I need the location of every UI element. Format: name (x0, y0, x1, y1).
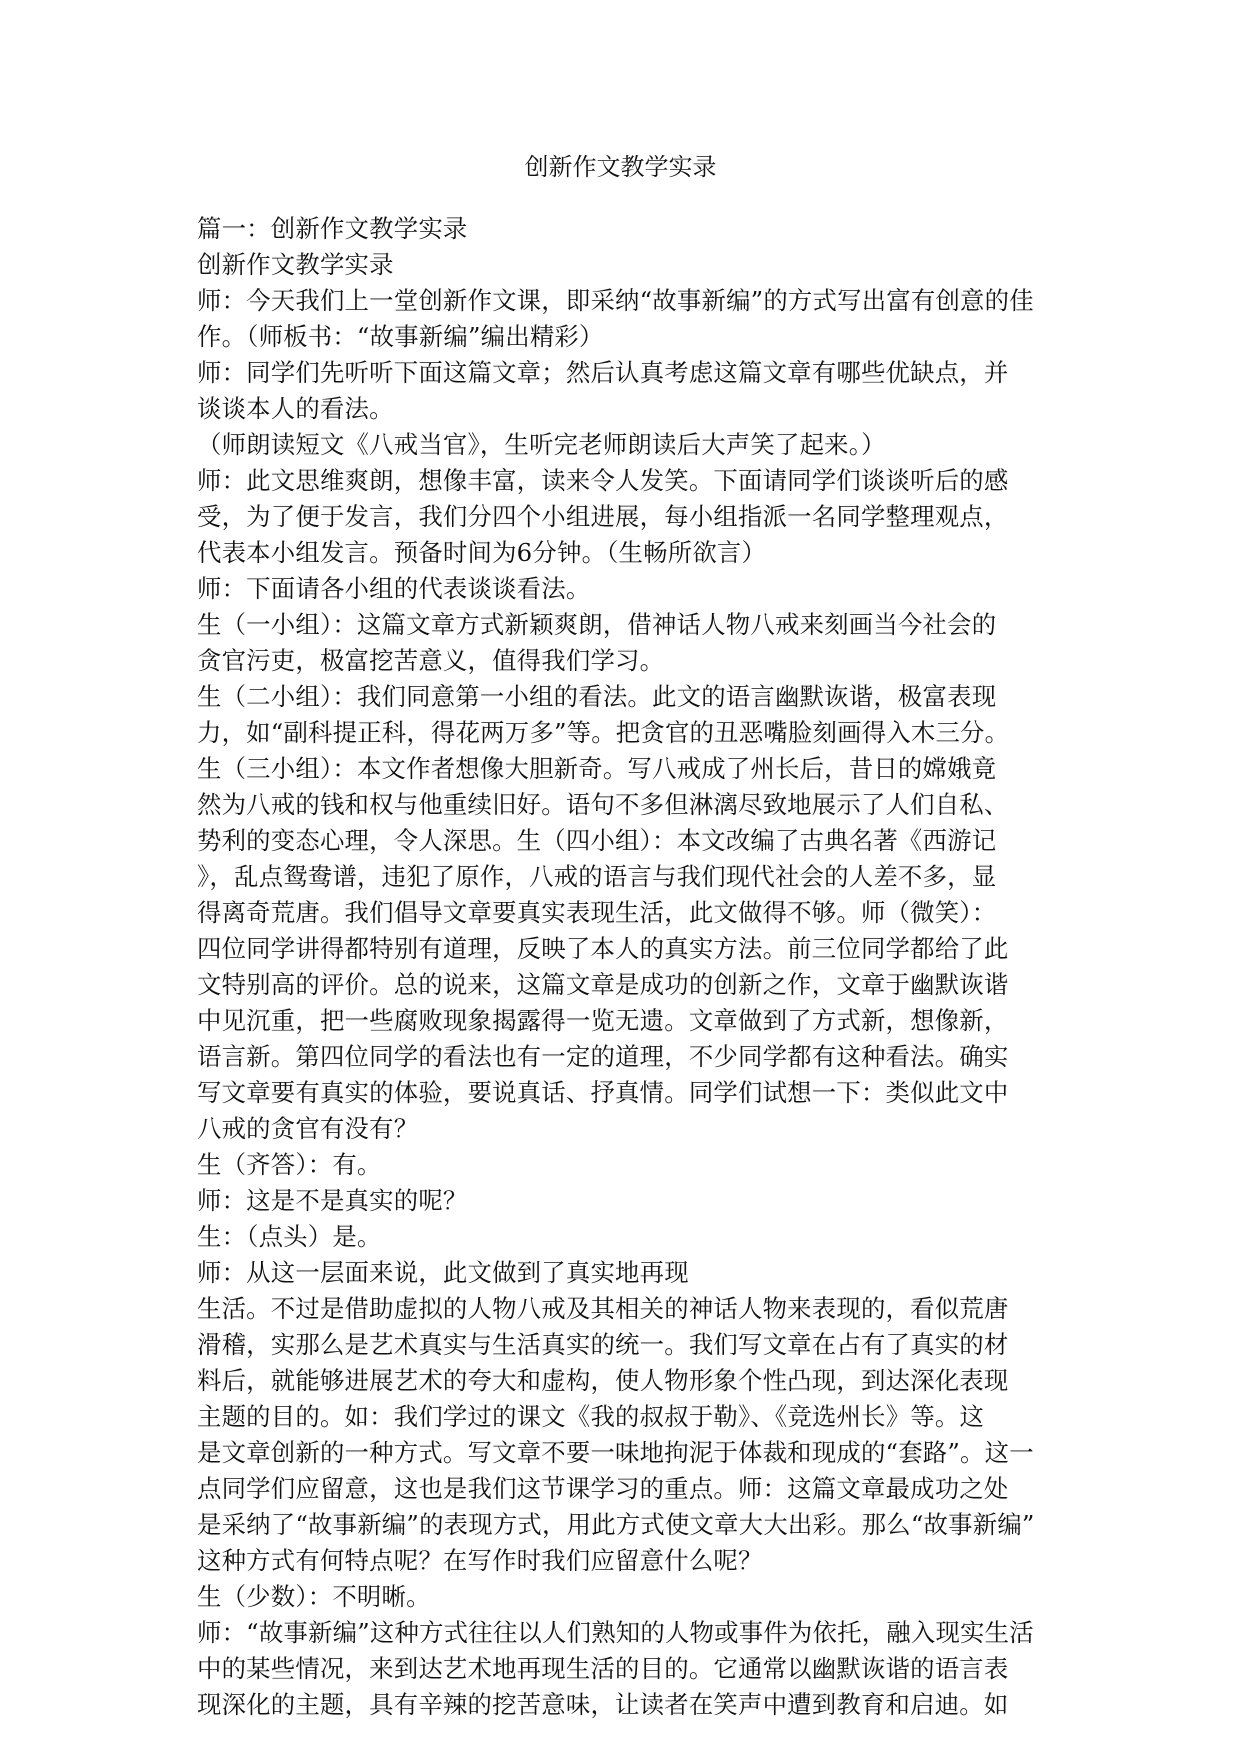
text-line: 料后，就能够进展艺术的夸大和虚构，使人物形象个性凸现，到达深化表现 (197, 1366, 1009, 1395)
text-line: 生（少数）：不明晰。 (197, 1582, 431, 1611)
text-line: 中的某些情况，来到达艺术地再现生活的目的。它通常以幽默诙谐的语言表 (197, 1654, 1009, 1683)
text-line: 力，如“副科提正科，得花两万多”等。把贪官的丑恶嘴脸刻画得入木三分。 (197, 718, 1010, 747)
text-line: 然为八戒的钱和权与他重续旧好。语句不多但淋漓尽致地展示了人们自私、 (197, 790, 1009, 819)
text-line: 写文章要有真实的体验，要说真话、抒真情。同学们试想一下：类似此文中 (197, 1078, 1009, 1107)
text-line: 是采纳了“故事新编”的表现方式，用此方式使文章大大出彩。那么“故事新编” (197, 1510, 1035, 1539)
text-line: 师：从这一层面来说，此文做到了真实地再现 (197, 1258, 689, 1287)
text-line: 语言新。第四位同学的看法也有一定的道理，不少同学都有这种看法。确实 (197, 1042, 1009, 1071)
text-line: 是文章创新的一种方式。写文章不要一味地拘泥于体裁和现成的“套路”。这一 (197, 1438, 1034, 1467)
text-line: 》，乱点鸳鸯谱，违犯了原作，八戒的语言与我们现代社会的人差不多，显 (197, 862, 997, 891)
text-line: 滑稽，实那么是艺术真实与生活真实的统一。我们写文章在占有了真实的材 (197, 1330, 1009, 1359)
text-line: 作。（师板书：“故事新编”编出精彩） (197, 322, 604, 351)
text-line: 生（三小组）：本文作者想像大胆新奇。写八戒成了州长后，昔日的嫦娥竟 (197, 754, 997, 783)
text-line: 文特别高的评价。总的说来，这篇文章是成功的创新之作，文章于幽默诙谐 (197, 970, 1009, 999)
text-line: 师：这是不是真实的呢？ (197, 1186, 468, 1215)
text-line: 现深化的主题，具有辛辣的挖苦意味，让读者在笑声中遭到教育和启迪。如 (197, 1690, 1009, 1719)
document-body (197, 211, 1057, 1723)
text-line: 生活。不过是借助虚拟的人物八戒及其相关的神话人物来表现的，看似荒唐 (197, 1294, 1009, 1323)
text-line: 创新作文教学实录 (197, 250, 394, 279)
text-line: 生：（点头）是。 (197, 1222, 382, 1251)
text-line: 师：“故事新编”这种方式往往以人们熟知的人物或事件为依托，融入现实生活 (197, 1618, 1034, 1647)
text-line: 谈谈本人的看法。 (197, 394, 394, 423)
text-line: 这种方式有何特点呢？在写作时我们应留意什么呢？ (197, 1546, 763, 1575)
text-line: 点同学们应留意，这也是我们这节课学习的重点。师：这篇文章最成功之处 (197, 1474, 1009, 1503)
text-line: 贪官污吏，极富挖苦意义，值得我们学习。 (197, 646, 665, 675)
text-line: 四位同学讲得都特别有道理，反映了本人的真实方法。前三位同学都给了此 (197, 934, 1009, 963)
text-line: 师：同学们先听听下面这篇文章；然后认真考虑这篇文章有哪些优缺点，并 (197, 358, 1009, 387)
text-line: 篇一：创新作文教学实录 (197, 214, 468, 243)
text-line: 代表本小组发言。预备时间为6分钟。（生畅所欲言） (197, 538, 767, 567)
text-line: 生（二小组）：我们同意第一小组的看法。此文的语言幽默诙谐，极富表现 (197, 682, 997, 711)
text-line: 生（齐答）：有。 (197, 1150, 382, 1179)
text-line: 中见沉重，把一些腐败现象揭露得一览无遗。文章做到了方式新，想像新， (197, 1006, 1009, 1035)
text-line: 生（一小组）：这篇文章方式新颖爽朗，借神话人物八戒来刻画当今社会的 (197, 610, 997, 639)
document-title: 创新作文教学实录 (524, 153, 717, 181)
text-line: （师朗读短文《八戒当官》，生听完老师朗读后大声笑了起来。） (197, 430, 886, 459)
text-line: 主题的目的。如：我们学过的课文《我的叔叔于勒》、《竞选州长》等。这 (197, 1402, 985, 1431)
text-line: 师：今天我们上一堂创新作文课，即采纳“故事新编”的方式写出富有创意的佳 (197, 286, 1034, 315)
text-line: 势利的变态心理，令人深思。生（四小组）：本文改编了古典名著《西游记 (197, 826, 997, 855)
text-line: 受，为了便于发言，我们分四个小组进展，每小组指派一名同学整理观点， (197, 502, 1009, 531)
text-line: 师：此文思维爽朗，想像丰富，读来令人发笑。下面请同学们谈谈听后的感 (197, 466, 1009, 495)
text-line: 得离奇荒唐。我们倡导文章要真实表现生活，此文做得不够。师（微笑）： (197, 898, 997, 927)
text-line: 八戒的贪官有没有？ (197, 1114, 419, 1143)
text-line: 师：下面请各小组的代表谈谈看法。 (197, 574, 591, 603)
